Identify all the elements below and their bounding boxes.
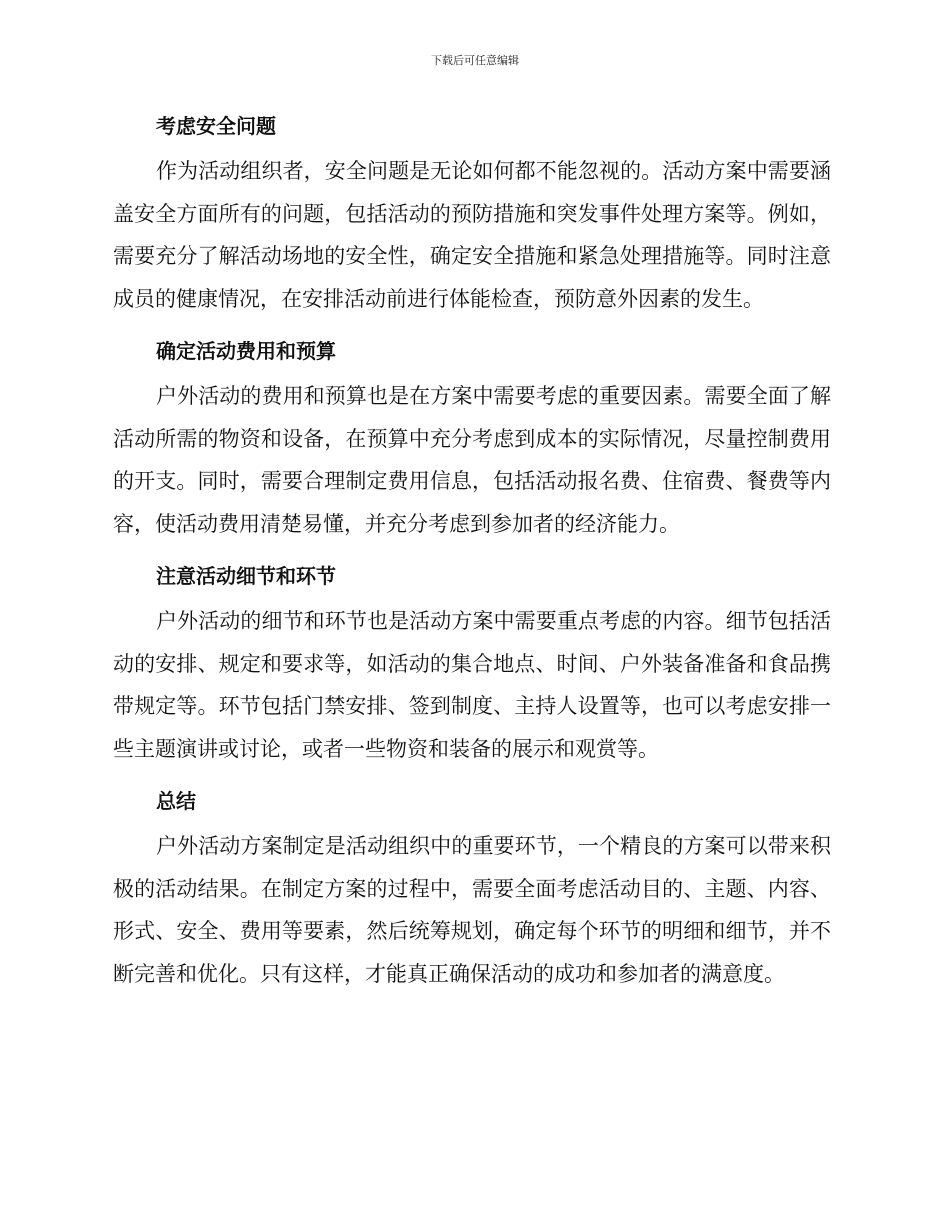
section-safety bbox=[113, 105, 831, 330]
section-details bbox=[113, 555, 831, 780]
section-summary bbox=[113, 780, 831, 995]
section-heading: 注意活动细节和环节 bbox=[156, 564, 336, 588]
section-paragraph: 户外活动方案制定是活动组织中的重要环节，一个精良的方案可以带来积极的活动结果。在制定方案的过程中，需要全面考虑活动目的、主题、内容、形式、安全、费用等要素，然后统筹规划，确定每个环节的明细和细节，并不断完善和优化。只有这样，才能真正确保活动的成功和参加者的满意度。 bbox=[113, 834, 831, 986]
section-paragraph: 户外活动的细节和环节也是活动方案中需要重点考虑的内容。细节包括活动的安排、规定和要求等，如活动的集合地点、时间、户外装备准备和食品携带规定等。环节包括门禁安排、签到制度、主持人设置等，也可以考虑安排一些主题演讲或讨论，或者一些物资和装备的展示和观赏等。 bbox=[113, 609, 831, 761]
section-paragraph: 户外活动的费用和预算也是在方案中需要考虑的重要因素。需要全面了解活动所需的物资和设备，在预算中充分考虑到成本的实际情况，尽量控制费用的开支。同时，需要合理制定费用信息，包括活动报名费、住宿费、餐费等内容，使活动费用清楚易懂，并充分考虑到参加者的经济能力。 bbox=[113, 384, 831, 536]
document-body bbox=[113, 105, 831, 995]
section-heading: 总结 bbox=[156, 789, 196, 813]
section-heading: 确定活动费用和预算 bbox=[156, 339, 336, 363]
section-heading: 考虑安全问题 bbox=[156, 114, 276, 138]
page-header: 下载后可任意编辑 bbox=[431, 54, 519, 67]
section-paragraph: 作为活动组织者，安全问题是无论如何都不能忽视的。活动方案中需要涵盖安全方面所有的问题，包括活动的预防措施和突发事件处理方案等。例如，需要充分了解活动场地的安全性，确定安全措施和紧急处理措施等。同时注意成员的健康情况，在安排活动前进行体能检查，预防意外因素的发生。 bbox=[113, 159, 831, 311]
section-budget bbox=[113, 330, 831, 555]
